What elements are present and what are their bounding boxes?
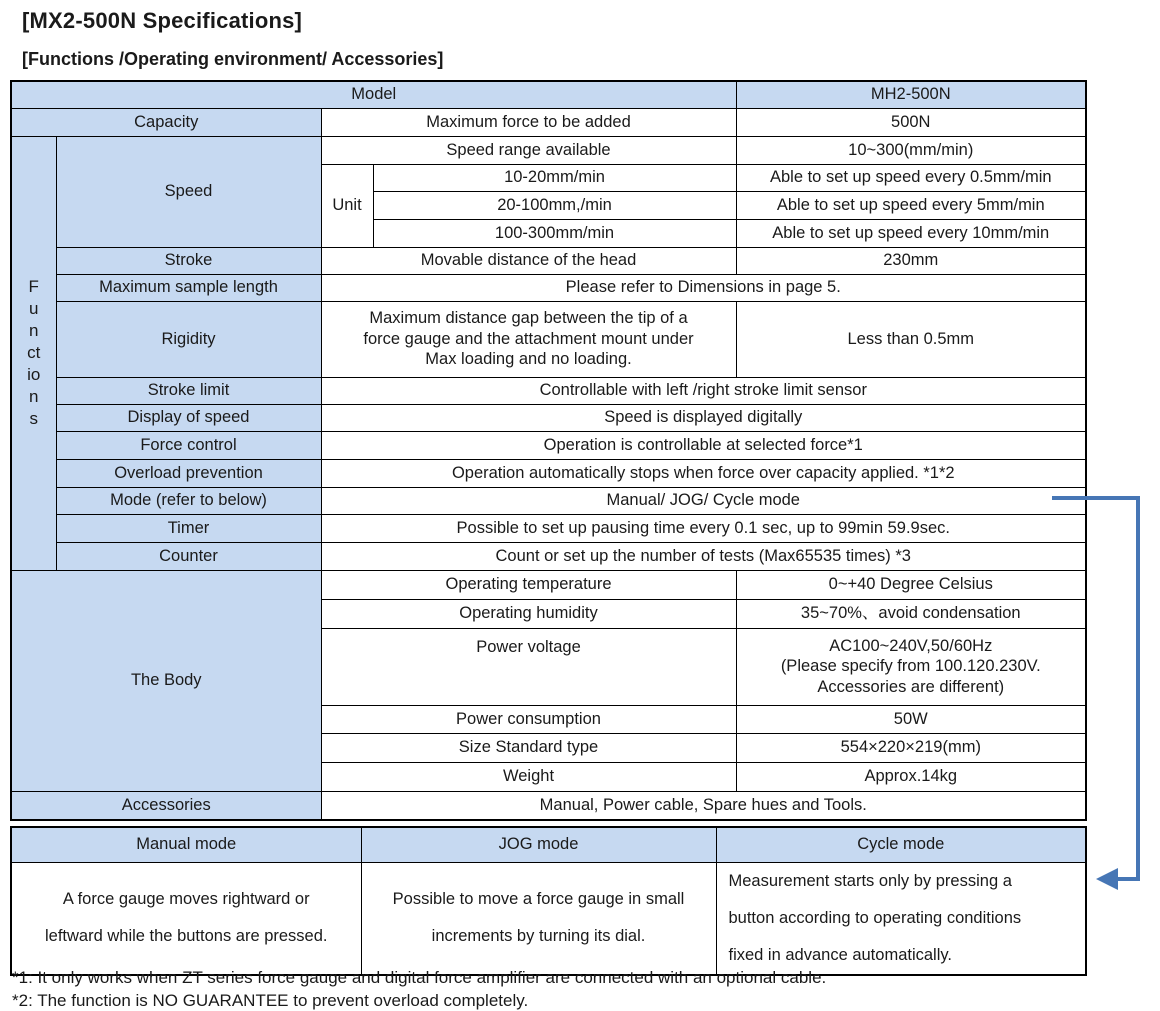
footnote-1: *1: It only works when ZT series force gauge and digital force amplifier are connected with an optional cable. bbox=[12, 968, 827, 987]
stroke-limit-desc-cell: Controllable with left /right stroke limit sensor bbox=[321, 377, 1086, 404]
stroke-value-cell: 230mm bbox=[736, 247, 1086, 274]
display-speed-desc-cell: Speed is displayed digitally bbox=[321, 404, 1086, 431]
rigidity-desc-line2: force gauge and the attachment mount under bbox=[363, 329, 694, 348]
counter-desc-cell: Count or set up the number of tests (Max65535 times) *3 bbox=[321, 542, 1086, 570]
modes-table bbox=[10, 826, 1087, 976]
footnotes bbox=[12, 966, 826, 1011]
body-voltage-value-line1: AC100~240V,50/60Hz bbox=[829, 636, 993, 655]
body-weight-desc-cell: Weight bbox=[321, 762, 736, 791]
speed-row3-value-cell: Able to set up speed every 10mm/min bbox=[736, 219, 1086, 247]
rigidity-label-cell: Rigidity bbox=[56, 301, 321, 377]
cycle-mode-desc-line1: Measurement starts only by pressing a bbox=[728, 871, 1012, 890]
body-group-cell: The Body bbox=[11, 570, 321, 791]
speed-row3-range-cell: 100-300mm/min bbox=[373, 219, 736, 247]
functions-vertical-label: Functions bbox=[27, 277, 41, 428]
overload-desc-cell: Operation automatically stops when force over capacity applied. *1*2 bbox=[321, 459, 1086, 487]
cycle-mode-desc-line2: button according to operating conditions bbox=[728, 908, 1022, 927]
model-header-cell: Model bbox=[11, 81, 736, 108]
max-sample-label-cell: Maximum sample length bbox=[56, 274, 321, 301]
capacity-label-cell: Capacity bbox=[11, 108, 321, 136]
jog-mode-desc-cell bbox=[361, 862, 716, 975]
stroke-label-cell: Stroke bbox=[56, 247, 321, 274]
body-temperature-desc-cell: Operating temperature bbox=[321, 570, 736, 599]
body-voltage-desc-cell: Power voltage bbox=[321, 628, 736, 705]
cycle-mode-desc-cell bbox=[716, 862, 1086, 975]
jog-mode-desc-line2: increments by turning its dial. bbox=[431, 927, 646, 945]
manual-mode-desc-cell bbox=[11, 862, 361, 975]
page-subtitle: [Functions /Operating environment/ Accessories] bbox=[22, 49, 444, 69]
body-temperature-value-cell: 0~+40 Degree Celsius bbox=[736, 570, 1086, 599]
capacity-value-cell: 500N bbox=[736, 108, 1086, 136]
force-control-desc-cell: Operation is controllable at selected force*1 bbox=[321, 431, 1086, 459]
force-control-label-cell: Force control bbox=[56, 431, 321, 459]
speed-range-desc-cell: Speed range available bbox=[321, 136, 736, 164]
body-consumption-value-cell: 50W bbox=[736, 705, 1086, 733]
jog-mode-header-cell: JOG mode bbox=[361, 827, 716, 862]
mode-label-cell: Mode (refer to below) bbox=[56, 487, 321, 514]
accessories-desc-cell: Manual, Power cable, Spare hues and Tools. bbox=[321, 791, 1086, 820]
footnote-2: *2: The function is NO GUARANTEE to prevent overload completely. bbox=[12, 991, 529, 1010]
speed-unit-cell: Unit bbox=[321, 164, 373, 247]
body-humidity-desc-cell: Operating humidity bbox=[321, 599, 736, 628]
manual-mode-header-cell: Manual mode bbox=[11, 827, 361, 862]
speed-range-value-cell: 10~300(mm/min) bbox=[736, 136, 1086, 164]
speed-row2-value-cell: Able to set up speed every 5mm/min bbox=[736, 191, 1086, 219]
manual-mode-desc-line1: A force gauge moves rightward or bbox=[62, 890, 310, 908]
jog-mode-desc-line1: Possible to move a force gauge in small bbox=[392, 890, 685, 908]
body-voltage-value-line2: (Please specify from 100.120.230V. bbox=[780, 657, 1041, 676]
body-voltage-value-line3: Accessories are different) bbox=[817, 677, 1005, 696]
functions-group-cell bbox=[11, 136, 56, 570]
spec-table bbox=[10, 80, 1087, 821]
counter-label-cell: Counter bbox=[56, 542, 321, 570]
body-size-value-cell: 554×220×219(mm) bbox=[736, 733, 1086, 762]
cycle-mode-desc-line3: fixed in advance automatically. bbox=[728, 945, 952, 964]
rigidity-desc-line1: Maximum distance gap between the tip of a bbox=[369, 309, 688, 328]
rigidity-value-cell: Less than 0.5mm bbox=[736, 301, 1086, 377]
speed-label-cell: Speed bbox=[56, 136, 321, 247]
rigidity-desc-line3: Max loading and no loading. bbox=[425, 350, 632, 369]
body-weight-value-cell: Approx.14kg bbox=[736, 762, 1086, 791]
body-consumption-desc-cell: Power consumption bbox=[321, 705, 736, 733]
model-value-cell: MH2-500N bbox=[736, 81, 1086, 108]
timer-label-cell: Timer bbox=[56, 514, 321, 542]
speed-row1-range-cell: 10-20mm/min bbox=[373, 164, 736, 191]
speed-row1-value-cell: Able to set up speed every 0.5mm/min bbox=[736, 164, 1086, 191]
cycle-mode-header-cell: Cycle mode bbox=[716, 827, 1086, 862]
rigidity-desc-cell bbox=[321, 301, 736, 377]
body-size-desc-cell: Size Standard type bbox=[321, 733, 736, 762]
timer-desc-cell: Possible to set up pausing time every 0.1 sec, up to 99min 59.9sec. bbox=[321, 514, 1086, 542]
accessories-label-cell: Accessories bbox=[11, 791, 321, 820]
stroke-limit-label-cell: Stroke limit bbox=[56, 377, 321, 404]
speed-row2-range-cell: 20-100mm,/min bbox=[373, 191, 736, 219]
max-sample-desc-cell: Please refer to Dimensions in page 5. bbox=[321, 274, 1086, 301]
manual-mode-desc-line2: leftward while the buttons are pressed. bbox=[45, 927, 328, 945]
overload-label-cell: Overload prevention bbox=[56, 459, 321, 487]
mode-desc-cell: Manual/ JOG/ Cycle mode bbox=[321, 487, 1086, 514]
capacity-desc-cell: Maximum force to be added bbox=[321, 108, 736, 136]
body-voltage-value-cell bbox=[736, 628, 1086, 705]
body-humidity-value-cell: 35~70%、avoid condensation bbox=[736, 599, 1086, 628]
stroke-desc-cell: Movable distance of the head bbox=[321, 247, 736, 274]
display-speed-label-cell: Display of speed bbox=[56, 404, 321, 431]
page-title: [MX2-500N Specifications] bbox=[22, 8, 303, 33]
